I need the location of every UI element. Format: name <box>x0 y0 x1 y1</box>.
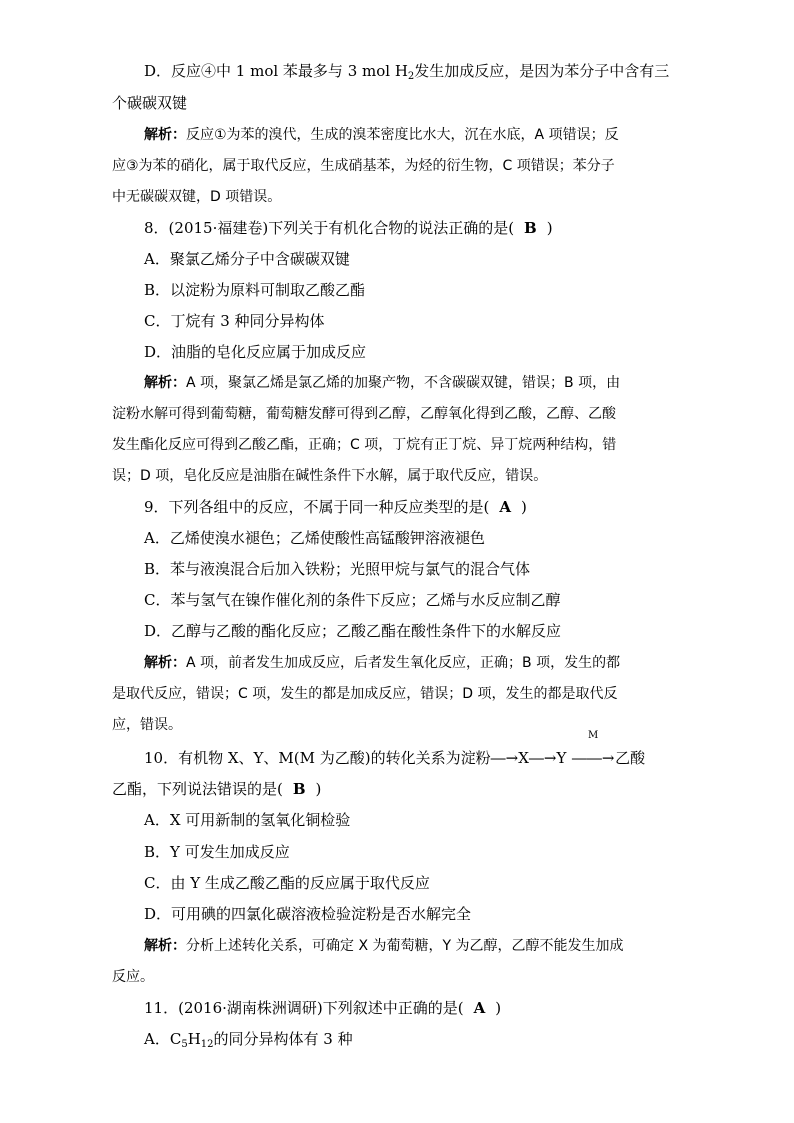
question-10-stem-line2 <box>112 774 688 805</box>
stem-close: ) <box>521 498 527 516</box>
question-stem: 9．下列各组中的反应，不属于同一种反应类型的是( <box>144 498 490 516</box>
question-stem-tail: 乙酸 <box>615 749 646 767</box>
question-10-option-d: D．可用碘的四氯化碳溶液检验淀粉是否水解完全 <box>144 905 472 923</box>
explanation-text: 分析上述转化关系，可确定 X 为葡萄糖，Y 为乙醇，乙醇不能发生加成 <box>186 938 624 954</box>
answer-label: B <box>524 219 537 237</box>
reaction-arrow-m <box>571 730 615 774</box>
question-9-option-c: C．苯与氢气在镍作催化剂的条件下反应；乙烯与水反应制乙醇 <box>144 591 561 609</box>
c-subscript: 5 <box>181 1039 188 1050</box>
q7-option-d-tail: 发生加成反应，是因为苯分子中含有三 <box>414 62 670 80</box>
question-9-option-d: D．乙醇与乙酸的酯化反应；乙酸乙酯在酸性条件下的水解反应 <box>144 622 562 640</box>
explanation-text: A 项，前者发生加成反应，后者发生氧化反应，正确；B 项，发生的都 <box>186 655 621 671</box>
question-stem: 10．有机物 X、Y、M(M 为乙酸)的转化关系为淀粉 <box>144 749 491 767</box>
explanation-8-line2: 淀粉水解可得到葡萄糖，葡萄糖发酵可得到乙醇，乙醇氧化得到乙酸，乙醇、乙酸 <box>112 406 616 422</box>
compound-x: X <box>518 749 529 767</box>
explanation-10-line2: 反应。 <box>112 969 154 985</box>
question-10-option-c: C．由 Y 生成乙酸乙酯的反应属于取代反应 <box>144 874 430 892</box>
question-11-option-a <box>144 1024 688 1055</box>
h-subscript: 12 <box>200 1039 214 1050</box>
question-stem: 8．(2015·福建卷)下列关于有机化合物的说法正确的是( <box>144 219 515 237</box>
question-8-option-a: A．聚氯乙烯分子中含碳碳双键 <box>144 250 350 268</box>
reaction-arrow: ―→ <box>490 749 519 767</box>
question-8-stem <box>144 213 688 244</box>
h2-subscript: 2 <box>407 71 415 82</box>
explanation-9-line2: 是取代反应，错误；C 项，发生的都是加成反应，错误；D 项，发生的都是取代反 <box>112 686 618 702</box>
question-stem: 乙酯，下列说法错误的是( <box>112 780 283 798</box>
question-9-stem <box>144 492 688 523</box>
explanation-text: 反应①为苯的溴代，生成的溴苯密度比水大，沉在水底，A 项错误；反 <box>186 127 619 143</box>
stem-close: ) <box>546 219 553 237</box>
explanation-tag: 解析： <box>144 127 186 143</box>
q7-option-d-text: D．反应④中 1 mol 苯最多与 3 mol H <box>144 62 408 80</box>
option-text: H <box>187 1030 201 1048</box>
reaction-arrow: ―→ <box>528 749 557 767</box>
answer-label: A <box>473 999 486 1017</box>
question-8-option-c: C．丁烷有 3 种同分异构体 <box>144 312 325 330</box>
question-8-option-d: D．油脂的皂化反应属于加成反应 <box>144 343 367 361</box>
arrow-glyph: ――→ <box>571 749 615 767</box>
explanation-7-line3: 中无碳碳双键，D 项错误。 <box>112 189 282 205</box>
explanation-7-line2: 应③为苯的硝化，属于取代反应，生成硝基苯，为烃的衍生物，C 项错误；苯分子 <box>112 158 615 174</box>
question-stem: 11．(2016·湖南株洲调研)下列叙述中正确的是( <box>144 999 464 1017</box>
q7-option-d <box>144 56 688 87</box>
question-10-stem <box>144 730 688 774</box>
option-text: 的同分异构体有 3 种 <box>213 1030 353 1048</box>
option-text: A．C <box>144 1030 182 1048</box>
explanation-7-line1 <box>144 120 688 151</box>
question-8-option-b: B．以淀粉为原料可制取乙酸乙酯 <box>144 281 366 299</box>
explanation-tag: 解析： <box>144 655 186 671</box>
explanation-tag: 解析： <box>144 938 186 954</box>
answer-label: A <box>499 498 512 516</box>
question-9-option-a: A．乙烯使溴水褪色；乙烯使酸性高锰酸钾溶液褪色 <box>144 529 485 547</box>
compound-y: Y <box>556 749 567 767</box>
explanation-tag: 解析： <box>144 375 186 391</box>
question-9-option-b: B．苯与液溴混合后加入铁粉；光照甲烷与氯气的混合气体 <box>144 560 531 578</box>
stem-close: ) <box>495 999 502 1017</box>
explanation-9-line3: 应，错误。 <box>112 717 182 733</box>
explanation-9-line1 <box>144 648 688 679</box>
explanation-10-line1 <box>144 931 688 962</box>
explanation-text: A 项，聚氯乙烯是氯乙烯的加聚产物，不含碳碳双键，错误；B 项，由 <box>186 375 621 391</box>
q7-option-d-line2: 个碳碳双键 <box>112 94 188 112</box>
question-10-option-a: A．X 可用新制的氢氧化铜检验 <box>144 811 351 829</box>
explanation-8-line4: 误；D 项，皂化反应是油脂在碱性条件下水解，属于取代反应，错误。 <box>112 468 548 484</box>
arrow-reagent-m: M <box>588 730 599 741</box>
explanation-8-line3: 发生酯化反应可得到乙酸乙酯，正确；C 项，丁烷有正丁烷、异丁烷两种结构，错 <box>112 437 617 453</box>
explanation-8-line1 <box>144 368 688 399</box>
stem-close: ) <box>315 780 322 798</box>
answer-label: B <box>292 780 306 798</box>
question-10-option-b: B．Y 可发生加成反应 <box>144 843 290 861</box>
question-11-stem <box>144 993 688 1024</box>
